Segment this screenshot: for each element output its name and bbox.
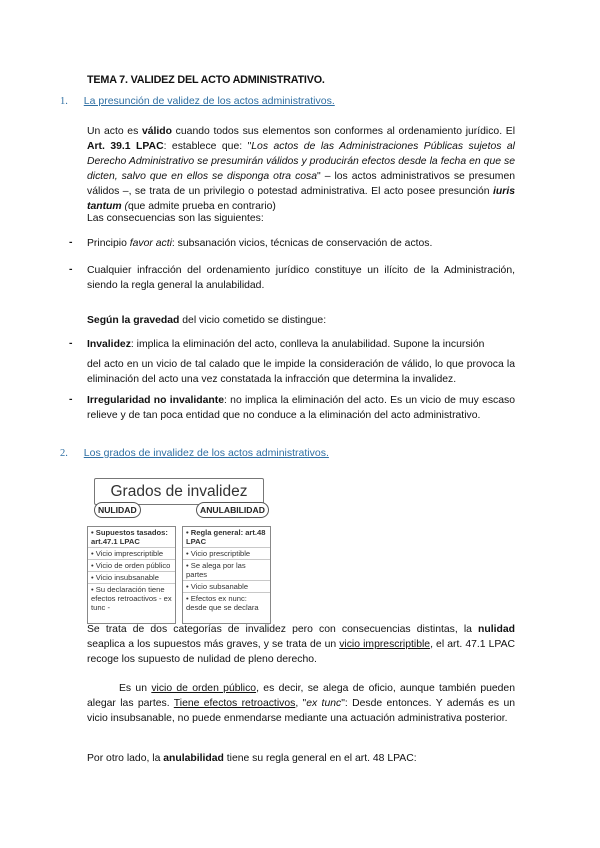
text: del vicio cometido se distingue: [179,315,327,326]
keyword-anulabilidad: anulabilidad [163,753,224,764]
section-2-link[interactable]: Los grados de invalidez de los actos administrativos. [83,447,329,459]
text: Principio [87,238,130,249]
section-2-heading [60,446,329,461]
anulabilidad-column [182,526,271,624]
bullet-irregularidad [87,393,515,423]
consequences-intro: Las consecuencias son las siguientes: [87,213,264,224]
nulidad-column [87,526,176,624]
dash-bullet: - [69,394,73,405]
grados-invalidez-figure [87,476,271,624]
bullet-favor-acti [87,236,515,251]
text: : no implica la eliminación del acto. Es un vicio de muy escaso relieve y de tan poca entidad que no conduce a la eliminación del acto administrativo. [87,395,515,421]
anulabilidad-item: • Vicio subsanable [183,581,270,593]
bullet-invalidez-continued: del acto en un vicio de tal calado que le impide la consideración de válido, lo que provoca la eliminación del acto una vez constatada la infracción que determina la invalidez. [87,359,515,385]
keyword-art-39: Art. 39.1 LPAC [87,141,164,152]
anulabilidad-item-text: • Regla general: art.48 LPAC [186,528,266,546]
keyword-valido: válido [141,126,172,137]
text: " – los actos administrativos se presumen válidos –, se trata de un privilegio o potestad administrativa. El acto posee presunción [87,171,516,197]
orden-publico-paragraph [87,681,515,726]
text: : subsanación vicios, técnicas de conservación de actos. [171,238,433,249]
text: , el art. 47.1 LPAC recoge los supuesto de nulidad de pleno derecho. [87,639,516,665]
nulidad-item-text: • Supuestos tasados: art.47.1 LPAC [91,528,168,546]
nulidad-item: • Vicio de orden público [88,560,175,572]
text: Un acto es [87,126,142,137]
anulabilidad-item: • Se alega por las partes [183,560,270,581]
nulidad-item: • Su declaración tiene efectos retroactivos - ex tunc - [91,585,172,612]
section-1-link[interactable]: La presunción de validez de los actos administrativos. [83,95,335,107]
nulidad-item: • Vicio insubsanable [88,572,175,584]
text: : implica la eliminación del acto, conlleva la anulabilidad. Supone la incursión [130,339,485,350]
bullet-infraccion: Cualquier infracción del ordenamiento jurídico constituye un ilícito de la Administración, siendo la regla general la anulabilidad. [87,265,515,291]
quote-art-39: Los actos de las Administraciones Públicas sujetos al Derecho Administrativo se presumirán válidos y producirán efectos desde la fecha en que se dicten, salvo que en ellos se disponga otra cosa [87,141,515,182]
text: Es un [119,683,152,694]
keyword-iuris-tantum: iuris tantum [87,186,515,212]
nulidad-item [88,527,175,548]
text: Se trata de dos categorías de invalidez pero con consecuencias distintas, la [87,624,479,635]
text: tiene su regla general en el art. 48 LPAC: [223,753,417,764]
keyword-gravedad: Según la gravedad [87,315,180,326]
anulabilidad-label: ANULABILIDAD [196,502,269,518]
text: ( [121,201,128,212]
section-1-number: 1. [60,96,68,107]
text: , " [295,698,307,709]
dash-bullet: - [69,237,73,248]
anulabilidad-item: • Vicio prescriptible [183,548,270,560]
text: Por otro lado, la [87,753,164,764]
nulidad-item: • Vicio imprescriptible [88,548,175,560]
keyword-ex-tunc: ex tunc [306,698,342,709]
text: : establece que: " [163,141,252,152]
page-title: TEMA 7. VALIDEZ DEL ACTO ADMINISTRATIVO. [87,74,325,86]
keyword-nulidad: nulidad [478,624,515,635]
dash-bullet: - [69,338,73,349]
anulabilidad-paragraph [87,751,515,766]
keyword-irregularidad: Irregularidad no invalidante [87,395,225,406]
text: cuando todos sus elementos son conformes al ordenamiento jurídico. El [172,126,516,137]
dash-bullet: - [69,264,73,275]
keyword-favor-acti: favor acti [129,238,172,249]
text: ": Desde entonces. Y además es un vicio insubsanable, no puede enmendarse mediante una actuación administrativa posterior. [87,698,516,724]
keyword-efectos-retroactivos: Tiene efectos retroactivos [173,698,296,709]
anulabilidad-item: • Efectos ex nunc: desde que se declara [186,594,259,612]
figure-title: Grados de invalidez [94,478,264,505]
bullet-invalidez [87,337,515,352]
keyword-vicio-imprescriptible: vicio imprescriptible [339,639,431,650]
validity-paragraph [87,124,515,214]
section-1-heading [60,94,335,109]
nulidad-label: NULIDAD [94,502,141,518]
keyword-orden-publico: vicio de orden público [151,683,257,694]
gravity-intro [87,313,515,328]
text: seaplica a los supuestos más graves, y se trata de un [87,639,340,650]
text: , es decir, se alega de oficio, aunque también pueden alegar las partes. [87,683,515,709]
text: que admite prueba en contrario) [128,201,276,212]
keyword-invalidez: Invalidez [87,339,131,350]
section-2-number: 2. [60,448,68,459]
anulabilidad-item [183,527,270,548]
nulidad-paragraph [87,622,515,667]
